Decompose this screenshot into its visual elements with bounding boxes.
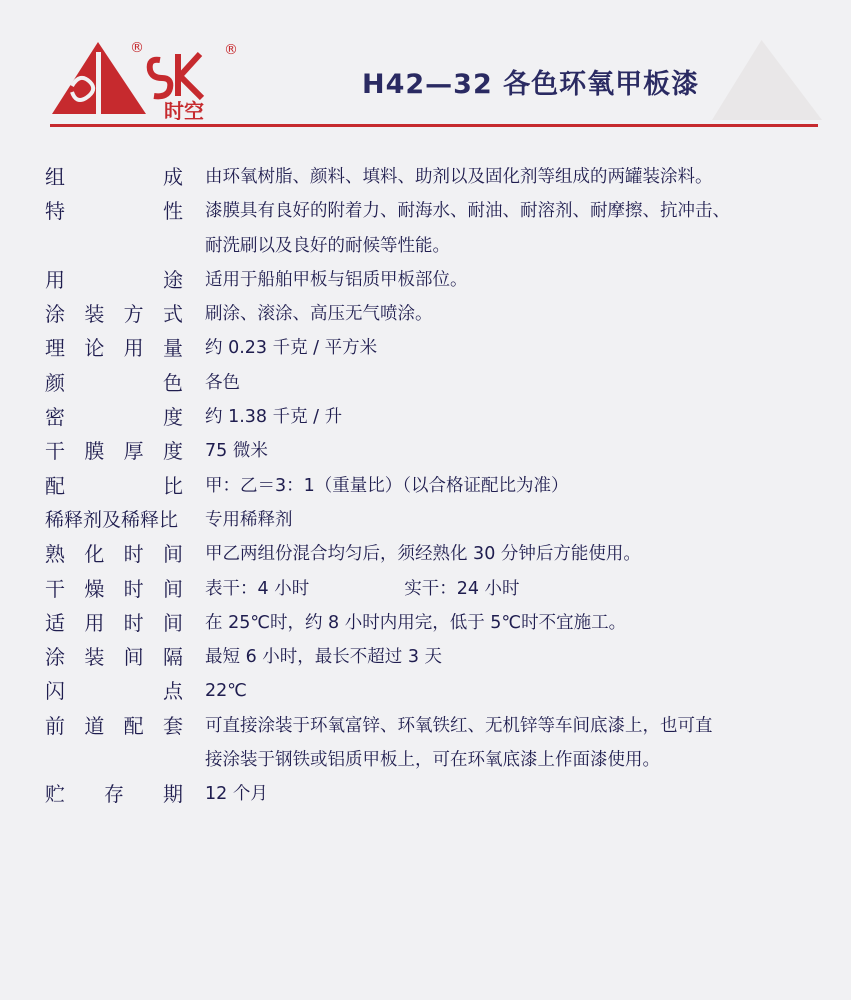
spec-label — [45, 160, 183, 194]
spec-label-char: 成 — [163, 165, 183, 189]
spec-label-char: 化 — [84, 542, 105, 567]
spec-row — [45, 674, 825, 708]
spec-value-text: 专用稀释剂 — [205, 509, 293, 530]
spec-label-char: 干 — [45, 439, 65, 464]
spec-label-char: 干 — [45, 576, 65, 601]
spec-label-char: 熟 — [45, 542, 65, 567]
spec-label-char: 方 — [123, 302, 144, 327]
spec-label-char: 配 — [45, 473, 65, 498]
spec-label — [45, 503, 183, 537]
spec-label-char: 贮 — [45, 782, 65, 807]
spec-row — [45, 537, 825, 571]
spec-label — [45, 434, 183, 468]
spec-value-text: 甲乙两组份混合均匀后，须经熟化 30 分钟后方能使用。 — [205, 544, 641, 565]
spec-label-char: 特 — [45, 199, 65, 224]
spec-value — [205, 572, 815, 606]
spec-value — [205, 537, 815, 571]
spec-label-char: 途 — [163, 267, 183, 292]
spec-label-char: 套 — [162, 713, 183, 738]
spec-value — [205, 503, 815, 537]
spec-label — [45, 537, 183, 571]
spec-label — [45, 263, 183, 297]
spec-label — [45, 606, 183, 640]
spec-table — [45, 160, 825, 812]
spec-value — [205, 606, 815, 640]
spec-row — [45, 606, 825, 640]
document-title: H42—32 各色环氧甲板漆 — [362, 69, 700, 100]
spec-row — [45, 640, 825, 674]
spec-value-text: 75 微米 — [205, 441, 268, 462]
spec-value — [205, 674, 815, 708]
spec-label — [45, 640, 183, 674]
spec-label-char: 前 — [45, 713, 65, 738]
spec-label-char: 存 — [104, 782, 124, 807]
spec-label-char: 间 — [162, 610, 183, 635]
header-divider — [50, 124, 818, 127]
spec-label-char: 闪 — [45, 679, 65, 704]
spec-label-char: 度 — [163, 405, 183, 430]
spec-label-char: 时 — [123, 542, 144, 567]
spec-label-char: 稀释剂及稀释比 — [45, 508, 179, 531]
spec-row — [45, 263, 825, 297]
spec-label-char: 用 — [45, 267, 65, 292]
spec-label-char: 性 — [163, 199, 183, 224]
spec-label — [45, 366, 183, 400]
spec-row — [45, 572, 825, 606]
spec-row — [45, 297, 825, 331]
spec-label-char: 装 — [84, 645, 105, 670]
spec-label — [45, 674, 183, 708]
spec-label-char: 用 — [84, 610, 105, 635]
spec-label-char: 涂 — [45, 645, 65, 670]
spec-label-char: 间 — [123, 645, 144, 670]
spec-label-char: 时 — [123, 610, 144, 635]
spec-label — [45, 709, 183, 743]
spec-label — [45, 777, 183, 811]
spec-label-char: 组 — [45, 165, 65, 189]
spec-label-char: 间 — [162, 542, 183, 567]
spec-label-char: 理 — [45, 336, 65, 361]
spec-label — [45, 469, 183, 503]
spec-row — [45, 366, 825, 400]
spec-value — [205, 400, 815, 434]
spec-value-text: 由环氧树脂、颜料、填料、助剂以及固化剂等组成的两罐装涂料。 — [205, 167, 713, 187]
spec-label-char: 涂 — [45, 302, 65, 327]
spec-row — [45, 709, 825, 778]
brand-chinese-name: 时空 — [164, 99, 204, 120]
spec-label-char: 式 — [162, 302, 183, 327]
spec-label — [45, 400, 183, 434]
spec-value-text: 刷涂、滚涂、高压无气喷涂。 — [205, 304, 433, 325]
spec-label — [45, 297, 183, 331]
spec-value-text: 表干：4 小时 — [205, 578, 310, 599]
spec-value-text: 甲：乙＝3：1（重量比）（以合格证配比为准） — [205, 475, 569, 496]
spec-value — [205, 194, 815, 263]
spec-value-text: 22℃ — [205, 681, 247, 702]
spec-label-char: 密 — [45, 405, 65, 430]
spec-row — [45, 503, 825, 537]
spec-value-text-secondary: 实干：24 小时 — [404, 578, 520, 599]
spec-label-char: 论 — [84, 336, 105, 361]
spec-label-char: 期 — [163, 782, 183, 807]
spec-label-char: 点 — [163, 679, 183, 704]
registered-mark-1: ® — [130, 40, 144, 56]
spec-label — [45, 331, 183, 365]
registered-mark-2: ® — [224, 42, 238, 58]
spec-label — [45, 572, 183, 606]
spec-value-text: 约 0.23 千克 / 平方米 — [205, 338, 378, 359]
spec-label-char: 适 — [45, 610, 65, 635]
spec-row — [45, 331, 825, 365]
spec-label-char: 配 — [123, 713, 144, 738]
spec-label-char: 膜 — [84, 439, 105, 464]
spec-value-text: 约 1.38 千克 / 升 — [205, 407, 343, 428]
spec-value-text: 可直接涂装于环氧富锌、环氧铁红、无机锌等车间底漆上，也可直 接涂装于钢铁或铝质甲板上，可在环氧底漆上作面漆使用。 — [205, 715, 713, 771]
spec-value — [205, 469, 815, 503]
spec-label-char: 燥 — [84, 576, 105, 601]
spec-label-char: 颜 — [45, 370, 65, 395]
brand-logo — [52, 38, 252, 120]
spec-row — [45, 400, 825, 434]
spec-value-text: 12 个月 — [205, 784, 268, 805]
spec-label-char: 时 — [123, 576, 144, 601]
header — [0, 0, 851, 135]
spec-value — [205, 331, 815, 365]
spec-row — [45, 469, 825, 503]
spec-label-char: 色 — [163, 370, 183, 395]
spec-label-char: 隔 — [162, 645, 183, 670]
spec-row — [45, 160, 825, 194]
spec-label-char: 度 — [162, 439, 183, 464]
spec-value — [205, 366, 815, 400]
spec-value — [205, 640, 815, 674]
spec-label-char: 厚 — [123, 439, 144, 464]
spec-label-char: 间 — [162, 576, 183, 601]
spec-value — [205, 263, 815, 297]
spec-value — [205, 160, 815, 194]
spec-value-text: 最短 6 小时，最长不超过 3 天 — [205, 647, 443, 668]
spec-value-text: 漆膜具有良好的附着力、耐海水、耐油、耐溶剂、耐摩擦、抗冲击、 耐洗刷以及良好的耐候等性能。 — [205, 201, 730, 256]
spec-label-char: 量 — [162, 336, 183, 361]
spec-row — [45, 777, 825, 811]
spec-label-char: 比 — [163, 473, 183, 498]
spec-label-char: 道 — [84, 713, 105, 738]
spec-value — [205, 777, 815, 811]
spec-value — [205, 434, 815, 468]
spec-label-char: 装 — [84, 302, 105, 327]
spec-value-text: 适用于船舶甲板与铝质甲板部位。 — [205, 269, 468, 290]
spec-value — [205, 709, 815, 778]
spec-label — [45, 194, 183, 228]
spec-row — [45, 194, 825, 263]
spec-row — [45, 434, 825, 468]
spec-value — [205, 297, 815, 331]
spec-label-char: 用 — [123, 336, 144, 361]
spec-value-text: 在 25℃时，约 8 小时内用完，低于 5℃时不宜施工。 — [205, 612, 627, 633]
spec-value-text: 各色 — [205, 372, 240, 393]
